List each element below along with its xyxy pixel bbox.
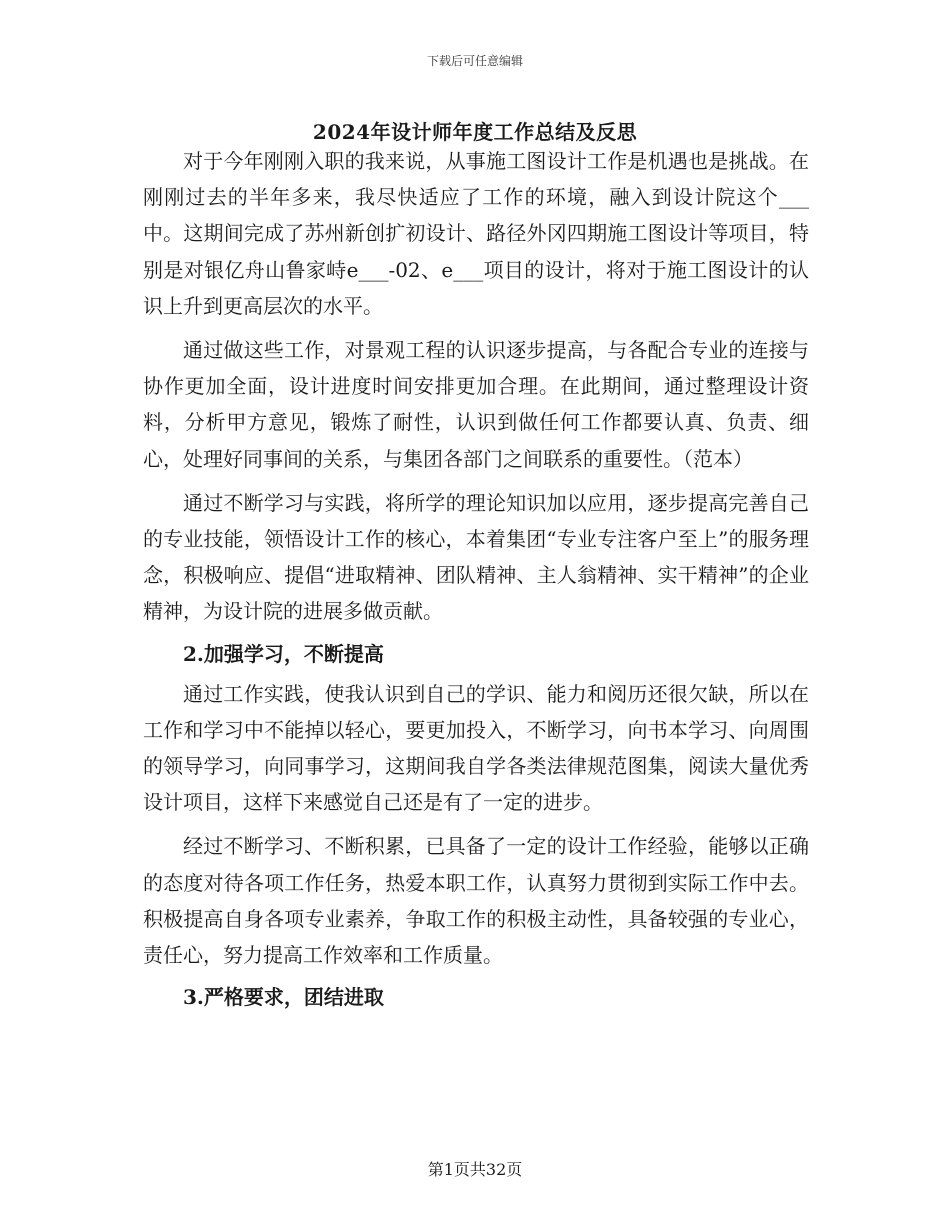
document-body: [143, 143, 809, 1019]
page-footer: 第1页共32页: [427, 1160, 523, 1179]
section-heading-2: 2.加强学习，不断提高: [183, 641, 384, 666]
paragraph-3: 通过不断学习与实践，将所学的理论知识加以应用，逐步提高完善自己的专业技能，领悟设计工作的核心，本着集团“专业专注客户至上”的服务理念，积极响应、提倡“进取精神、团队精神、主人翁精神、实干精神”的企业精神，为设计院的进展多做贡献。: [143, 490, 809, 624]
page-header: 下载后可任意编辑: [426, 54, 523, 68]
paragraph-5: 经过不断学习、不断积累，已具备了一定的设计工作经验，能够以正确的态度对待各项工作任务，热爱本职工作，认真努力贯彻到实际工作中去。积极提高自身各项专业素养，争取工作的积极主动性，具备较强的专业心，责任心，努力提高工作效率和工作质量。: [143, 834, 809, 968]
section-heading-3: 3.严格要求，团结进取: [183, 985, 384, 1010]
paragraph-4: 通过工作实践，使我认识到自己的学识、能力和阅历还很欠缺，所以在工作和学习中不能掉以轻心，要更加投入，不断学习，向书本学习、向周围的领导学习，向同事学习，这期间我自学各类法律规范图集，阅读大量优秀设计项目，这样下来感觉自己还是有了一定的进步。: [143, 681, 809, 815]
document-title: 2024年设计师年度工作总结及反思: [312, 120, 638, 144]
paragraph-1: 对于今年刚刚入职的我来说，从事施工图设计工作是机遇也是挑战。在刚刚过去的半年多来，我尽快适应了工作的环境，融入到设计院这个___中。这期间完成了苏州新创扩初设计、路径外冈四期施工图设计等项目，特别是对银亿舟山鲁家峙e___-02、e___项目的设计，将对于施工图设计的认识上升到更高层次的水平。: [143, 149, 809, 318]
paragraph-2: 通过做这些工作，对景观工程的认识逐步提高，与各配合专业的连接与协作更加全面，设计进度时间安排更加合理。在此期间，通过整理设计资料，分析甲方意见，锻炼了耐性，认识到做任何工作都要认真、负责、细心，处理好同事间的关系，与集团各部门之间联系的重要性。（范本）: [143, 338, 809, 471]
